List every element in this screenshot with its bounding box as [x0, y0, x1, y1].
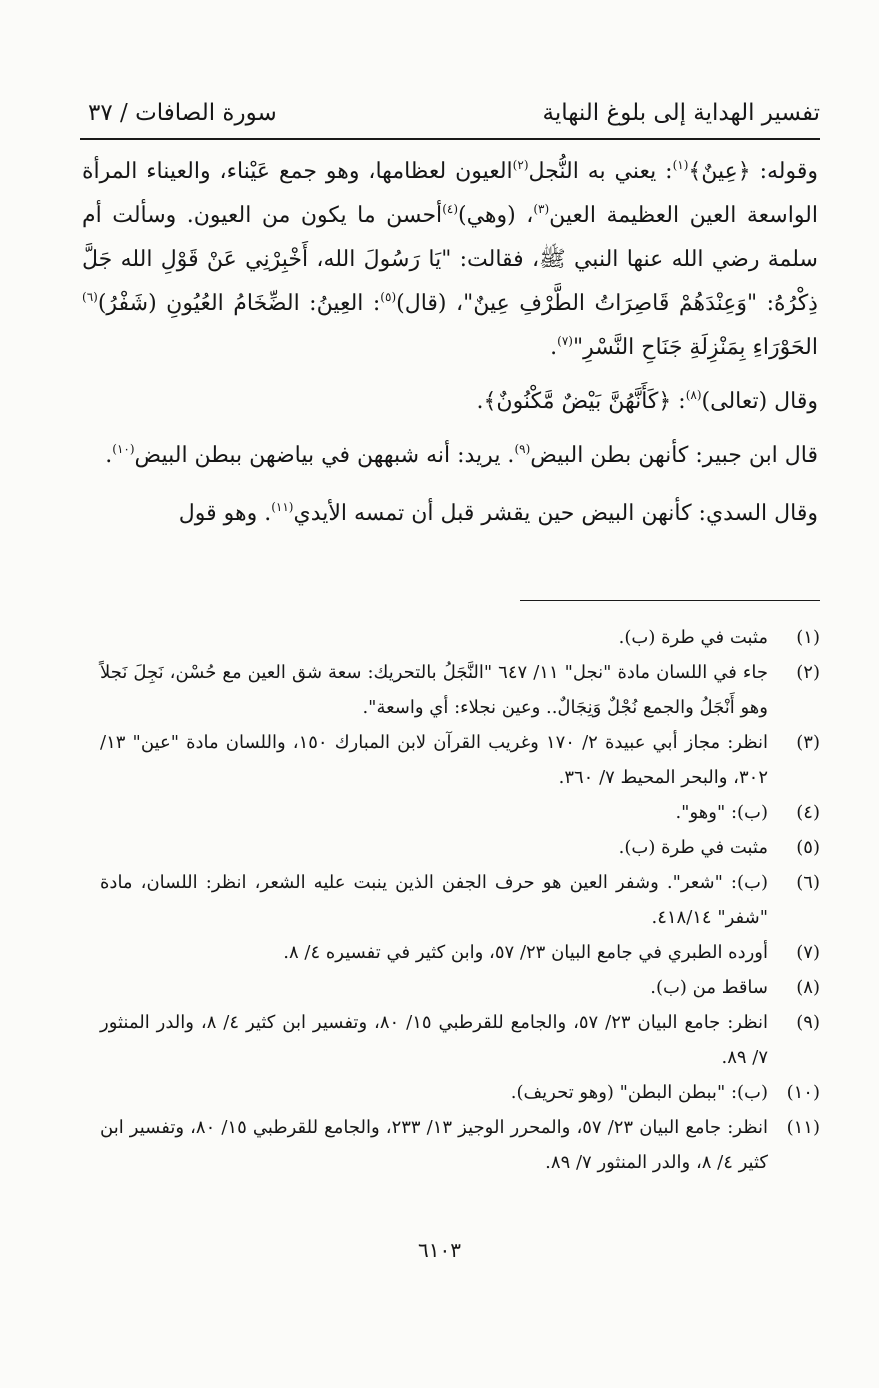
footnote-text: انظر: جامع البيان ٢٣/ ٥٧، والجامع للقرطبي ١٥/ ٨٠، وتفسير ابن كثير ٤/ ٨، والدر المنثور ٧/ ٨٩.	[100, 1012, 769, 1068]
footnote-text: (ب): "شعر". وشفر العين هو حرف الجفن الذين ينبت عليه الشعر، انظر: اللسان، مادة "شفر" ٤١٨/١٤.	[100, 872, 768, 928]
footnote-text: مثبت في طرة (ب).	[618, 627, 768, 648]
footnote-marker[interactable]: (١٠)	[112, 442, 135, 456]
text-run: قال ابن جبير: كأنهن بطن البيض	[530, 443, 818, 468]
text-run: : يعني به النُّجل	[528, 159, 673, 184]
surah-page-label: سورة الصافات / ٣٧	[88, 100, 277, 126]
main-text	[82, 150, 818, 536]
footnote-text: مثبت في طرة (ب).	[618, 837, 768, 858]
footnote-number: (٨)	[796, 977, 820, 998]
text-run: ، (وهي)	[458, 203, 534, 228]
footnote-item	[100, 865, 820, 935]
text-run: الحَوْرَاءِ بِمَنْزِلَةِ جَنَاحِ النَّسْرِ"	[572, 335, 818, 360]
footnote-text: ساقط من (ب).	[650, 977, 768, 998]
text-run: أحسن ما يكون من العيون. وسألت أم سلمة رضي الله عنها النبي ﷺ، فقالت: "يَا رَسُولَ الله، أَخْبِرْنِي عَنْ قَوْلِ الله جَلَّ ذِكْرُهُ: "وَعِنْدَهُمْ قَاصِرَاتُ الطَّرْفِ عِينٌ"، (قال)	[82, 203, 818, 316]
footnote-number: (٣)	[796, 732, 820, 753]
footnotes	[100, 620, 820, 1180]
paragraph	[82, 150, 818, 370]
paragraph	[82, 434, 818, 478]
footnote-item	[100, 935, 820, 970]
footnote-item	[100, 970, 820, 1005]
footnote-text: أورده الطبري في جامع البيان ٢٣/ ٥٧، وابن كثير في تفسيره ٤/ ٨.	[283, 942, 768, 963]
text-run: وقوله: ﴿عِينٌ﴾	[688, 159, 819, 184]
footnote-item	[100, 1110, 820, 1180]
paragraph	[82, 492, 818, 536]
footnote-marker[interactable]: (١)	[672, 158, 689, 172]
text-run: : العِينُ: الضِّخَامُ العُيُونِ (شَفْرُ)	[97, 291, 381, 316]
running-header	[80, 96, 820, 138]
text-run: .	[105, 443, 113, 468]
footnote-marker[interactable]: (٧)	[557, 334, 573, 348]
footnote-marker[interactable]: (٩)	[514, 442, 531, 456]
footnote-number: (٤)	[796, 802, 820, 823]
text-run: العيون لعظامها، وهو جمع عَيْناء، والعيناء المرأة الواسعة العين العظيمة العين	[82, 159, 818, 228]
footnote-marker[interactable]: (٨)	[685, 388, 702, 402]
footnote-marker[interactable]: (٦)	[82, 290, 98, 304]
footnote-item	[100, 655, 820, 725]
text-run: وقال السدي: كأنهن البيض حين يقشر قبل أن تمسه الأيدي	[293, 501, 818, 526]
footnote-text: انظر: جامع البيان ٢٣/ ٥٧، والمحرر الوجيز ١٣/ ٢٣٣، والجامع للقرطبي ١٥/ ٨٠، وتفسير ابن كثير ٤/ ٨، والدر المنثور ٧/ ٨٩.	[100, 1117, 769, 1173]
footnote-number: (١١)	[786, 1117, 820, 1138]
footnote-rule	[520, 600, 820, 601]
footnote-number: (٢)	[796, 662, 820, 683]
footnote-item	[100, 1075, 820, 1110]
footnote-marker[interactable]: (٤)	[442, 202, 459, 216]
footnote-number: (٩)	[796, 1012, 820, 1033]
footnote-marker[interactable]: (٣)	[533, 202, 550, 216]
book-title: تفسير الهداية إلى بلوغ النهاية	[542, 100, 820, 126]
footnote-item	[100, 620, 820, 655]
text-run: .	[550, 335, 558, 360]
footnote-marker[interactable]: (٢)	[512, 158, 529, 172]
footnote-text: (ب): "وهو".	[675, 802, 768, 823]
footnote-text: جاء في اللسان مادة "نجل" ١١/ ٦٤٧ "النَّجَلُ بالتحريك: سعة شق العين مع حُسْن، نَجِلَ نَجلاً وهو أَنْجَلُ والجمع نُجْلٌ وَنِجَالٌ.. وعين نجلاء: أي واسعة".	[100, 662, 768, 718]
header-rule	[80, 138, 820, 140]
footnote-marker[interactable]: (٥)	[380, 290, 397, 304]
text-run: : ﴿كَأَنَّهُنَّ بَيْضٌ مَّكْنُونٌ﴾.	[476, 389, 686, 414]
footnote-number: (٧)	[796, 942, 820, 963]
footnote-number: (١٠)	[786, 1082, 820, 1103]
footnote-item	[100, 1005, 820, 1075]
footnote-item	[100, 830, 820, 865]
footnote-text: انظر: مجاز أبي عبيدة ٢/ ١٧٠ وغريب القرآن لابن المبارك ١٥٠، واللسان مادة "عين" ١٣/ ٣٠٢، والبحر المحيط ٧/ ٣٦٠.	[100, 732, 769, 788]
footnote-number: (٥)	[796, 837, 820, 858]
text-run: . يريد: أنه شبههن في بياضهن ببطن البيض	[134, 443, 515, 468]
footnote-item	[100, 725, 820, 795]
page-number: ٦١٠٣	[418, 1238, 461, 1262]
footnote-item	[100, 795, 820, 830]
text-run: . وهو قول	[178, 501, 272, 526]
paragraph	[82, 380, 818, 424]
text-run: وقال (تعالى)	[701, 389, 818, 414]
footnote-text: (ب): "ببطن البطن" (وهو تحريف).	[510, 1082, 768, 1103]
footnote-number: (٦)	[796, 872, 820, 893]
footnote-marker[interactable]: (١١)	[271, 500, 294, 514]
footnote-number: (١)	[796, 627, 820, 648]
